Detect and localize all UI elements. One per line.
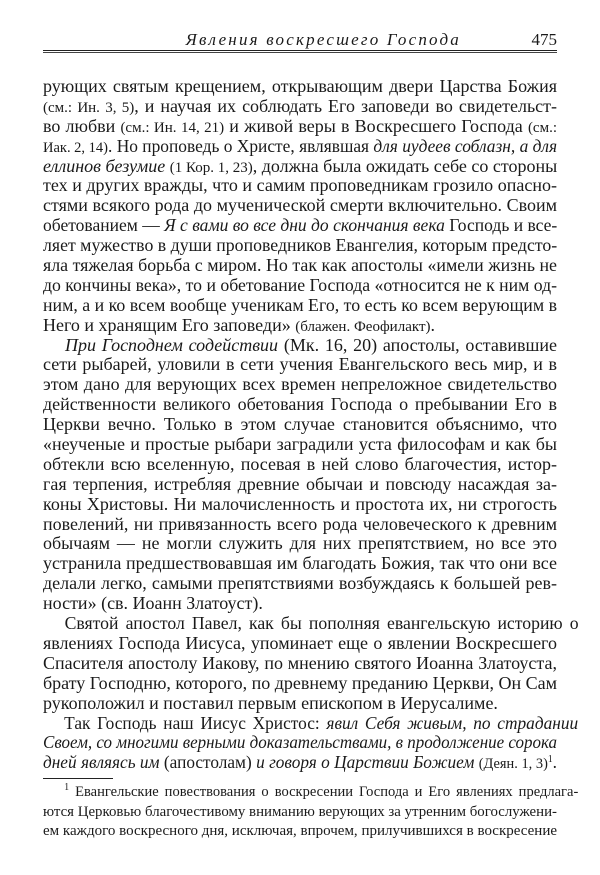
text-line bbox=[43, 375, 557, 395]
text-segment: рующих святым крещением, открывающим двери Царства Божия bbox=[43, 76, 557, 96]
text-line bbox=[43, 415, 557, 435]
italic-quote: еллинов безумие bbox=[43, 155, 166, 176]
text-line bbox=[43, 256, 557, 276]
text-line bbox=[43, 97, 557, 117]
italic-quote: явил Себя живым, по страдании bbox=[326, 712, 579, 733]
italic-quote: Я с вами во все дни до скончания века bbox=[164, 215, 445, 236]
text-segment: ности» (св. Иоанн Златоуст). bbox=[43, 593, 263, 614]
text-line bbox=[43, 634, 557, 654]
footnote-line bbox=[43, 783, 578, 803]
footnote-marker: 1 bbox=[547, 754, 553, 766]
text-segment: обетованием — bbox=[43, 215, 165, 236]
text-line bbox=[43, 515, 557, 535]
italic-quote: и говоря о Царствии Божием bbox=[256, 752, 475, 773]
text-segment: «неученые и простые рыбари заградили уста философам и как бы bbox=[43, 434, 557, 455]
text-segment: Так Господь наш Иисус Христос: bbox=[64, 712, 327, 733]
text-segment: делали легко, самыми препятствиями возбуждаясь к большей рев- bbox=[43, 573, 557, 594]
text-line bbox=[43, 674, 557, 694]
text-line bbox=[43, 594, 557, 614]
reference: (см.: Ин. 3, 5) bbox=[43, 99, 135, 116]
text-line bbox=[43, 395, 557, 415]
text-segment: Господь и все- bbox=[444, 215, 558, 236]
footnotes bbox=[43, 782, 579, 842]
text-segment: обтекли всю вселенную, посевая в ней слово благочестия, истор- bbox=[43, 453, 557, 474]
italic-quote: дней являясь им bbox=[43, 752, 160, 773]
page-number: 475 bbox=[531, 30, 557, 49]
footnote-separator bbox=[43, 778, 113, 779]
text-line bbox=[43, 336, 557, 356]
text-segment: до кончины века», то и обетование Господа «относится не к ним од- bbox=[43, 274, 558, 295]
text-segment: во любви bbox=[43, 115, 121, 136]
text-line bbox=[43, 117, 557, 137]
text-segment: устранила предшествовавшая им благодать Божия, так что они все bbox=[43, 553, 557, 574]
text-segment: . bbox=[430, 314, 435, 335]
text-segment: коны Христовы. Ни малочисленность и простота их, ни строгость bbox=[43, 493, 557, 514]
text-segment: Него и хранящим Его заповеди» bbox=[43, 314, 296, 335]
text-segment: , должна была ожидать себе со стороны bbox=[252, 155, 558, 176]
text-line bbox=[43, 534, 557, 554]
text-line bbox=[43, 77, 557, 97]
reference: (Деян. 1, 3) bbox=[478, 756, 548, 773]
text-segment: ются Церковью благочестивому вниманию верующих за утренним богослужени- bbox=[43, 803, 557, 820]
text-segment: действенности великого обетования Господа о пребывании Его в bbox=[43, 394, 557, 415]
text-line bbox=[43, 137, 557, 157]
text-segment: Святой апостол Павел, как бы пополняя евангельскую историю о bbox=[64, 613, 579, 634]
text-line bbox=[43, 316, 557, 336]
italic-quote: для иудеев соблазн, а для bbox=[373, 135, 558, 156]
text-segment: обычаям — не могли служить для них препятствием, но все это bbox=[43, 533, 557, 554]
text-line bbox=[43, 614, 579, 634]
running-title: Явления воскресшего Господа bbox=[185, 30, 461, 49]
text-segment: тех и других вражды, что и самим проповедникам грозило опасно- bbox=[43, 175, 557, 196]
text-line bbox=[43, 157, 557, 177]
text-line bbox=[43, 733, 557, 753]
text-line bbox=[43, 753, 557, 773]
text-line bbox=[43, 216, 557, 236]
text-segment: (Мк. 16, 20) апостолы, оставившие bbox=[278, 334, 558, 355]
text-line bbox=[43, 276, 557, 296]
text-line bbox=[43, 714, 578, 734]
text-segment: сети рыбарей, уловили в сети учения Евангельского весь мир, и в bbox=[43, 354, 557, 375]
text-line bbox=[43, 355, 557, 375]
text-segment: Евангельские повествования о воскресении Господа и Его явлениях предлага- bbox=[69, 784, 579, 800]
reference: Иак. 2, 14) bbox=[43, 139, 109, 156]
footnote-line bbox=[43, 803, 557, 823]
text-segment: , и научая их соблюдать Его заповеди во свидетельст- bbox=[134, 95, 558, 116]
reference: (1 Кор. 1, 23) bbox=[169, 159, 253, 176]
text-segment: гая терпения, истребляя древние обычаи и повсюду насаждая за- bbox=[43, 473, 557, 494]
italic-quote: При Господнем содействии bbox=[65, 334, 279, 355]
text-segment: Церкви вечно. Только в этом случае становится объяснимо, что bbox=[43, 414, 557, 435]
running-header bbox=[43, 30, 557, 50]
reference: (см.: Ин. 14, 21) bbox=[120, 119, 225, 136]
text-segment: повелений, ни привязанность всего рода человеческого к древним bbox=[43, 513, 557, 534]
text-segment: этом дано для верующих всех времен непреложное свидетельство bbox=[43, 374, 557, 395]
text-line bbox=[43, 435, 557, 455]
text-line bbox=[43, 296, 557, 316]
footnote-line bbox=[43, 822, 557, 842]
text-segment: (апостолам) bbox=[159, 752, 257, 773]
reference: (см.: bbox=[527, 119, 557, 136]
text-line bbox=[43, 176, 557, 196]
text-line bbox=[43, 475, 557, 495]
text-segment: яла тяжелая борьба с миром. Но так как апостолы «имели жизнь не bbox=[43, 255, 557, 276]
text-segment: Спасителя апостолу Иакову, по мнению святого Иоанна Златоуста, bbox=[43, 652, 557, 673]
text-line bbox=[43, 694, 557, 714]
text-line bbox=[43, 554, 557, 574]
text-line bbox=[43, 455, 557, 475]
text-line bbox=[43, 495, 557, 515]
text-segment: брату Господню, которого, по древнему преданию Церкви, Он Сам bbox=[43, 672, 558, 693]
text-line bbox=[43, 196, 557, 216]
text-line bbox=[43, 654, 557, 674]
header-rule bbox=[43, 50, 557, 53]
text-segment: ляет мужество в души проповедников Евангелия, которым предсто- bbox=[43, 235, 558, 256]
text-segment: . bbox=[552, 752, 557, 773]
reference: (блажен. Феофилакт) bbox=[295, 318, 431, 335]
main-text bbox=[43, 76, 579, 773]
text-line bbox=[43, 574, 557, 594]
italic-quote: Своем, со многими верными доказательствами, в продолжение сорока bbox=[43, 732, 557, 753]
text-segment: и живой веры в Воскресшего Господа bbox=[224, 115, 528, 136]
text-segment: ем каждого воскресного дня, исключая, впрочем, прилучившихся в воскресение bbox=[43, 823, 557, 839]
text-segment: . Но проповедь о Христе, являвшая bbox=[108, 135, 374, 156]
text-segment: стями всякого рода до мученической смерти включительно. Своим bbox=[43, 195, 557, 216]
text-segment: явлениях Господа Иисуса, упоминает еще о явлении Воскресшего bbox=[43, 632, 557, 653]
text-segment: ним, а и ко всем вообще ученикам Его, то есть ко всем верующим в bbox=[43, 294, 557, 315]
footnote-marker: 1 bbox=[64, 782, 70, 793]
text-line bbox=[43, 236, 557, 256]
text-segment: рукоположил и поставил первым епископом в Иерусалиме. bbox=[43, 692, 498, 713]
